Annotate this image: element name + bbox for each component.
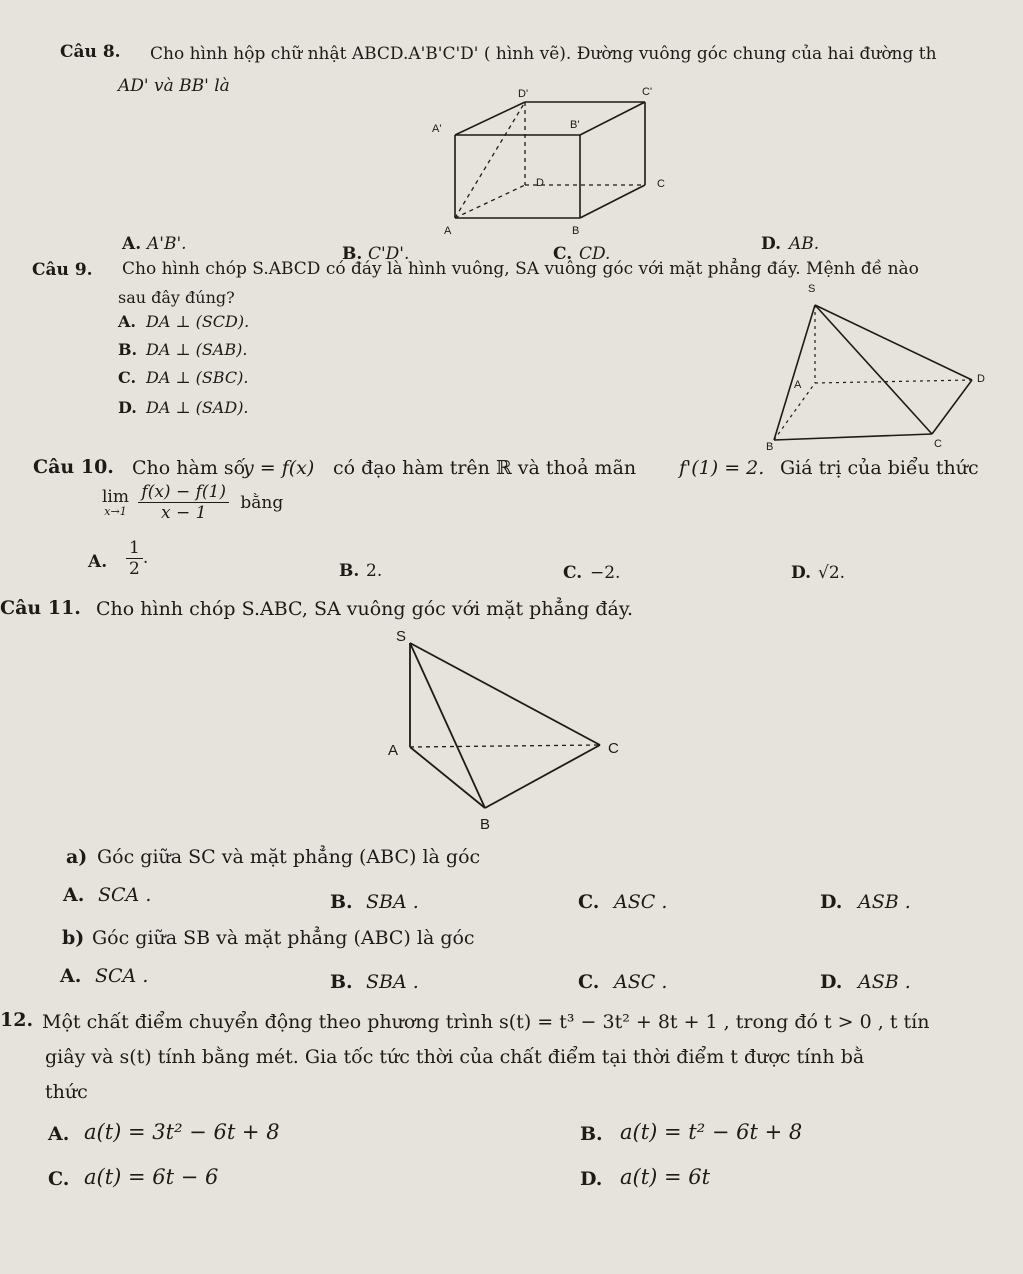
q10-cond: f'(1) = 2.: [679, 457, 765, 479]
q11b-optD-key: D.: [820, 971, 843, 993]
q11b-optB-text: SBA .: [366, 971, 419, 993]
q9-label-B: B: [766, 441, 774, 453]
q8-label: Câu 8.: [60, 42, 121, 62]
q12-text-line2: giây và s(t) tính bằng mét. Gia tốc tức thời của chất điểm tại thời điểm t được tính bằ: [45, 1046, 865, 1068]
q10-func: y = f(x): [243, 457, 315, 479]
q12-optC-text: a(t) = 6t − 6: [84, 1165, 219, 1189]
q11b-optD-text: ASB .: [858, 971, 911, 993]
q12-label: 12.: [0, 1009, 34, 1031]
q9-optD-key: D.: [118, 398, 137, 417]
q9-label-D: D: [977, 373, 985, 385]
q8-optC-key: C.: [553, 244, 573, 264]
q10-lim-word: lim: [102, 486, 129, 507]
q11-label-C: C: [608, 740, 619, 757]
q8-text-line2: AD' và BB' là: [118, 76, 230, 96]
q8-label-B1: B': [570, 119, 580, 131]
q8-optB-key: B.: [342, 244, 363, 264]
q11-label-A: A: [388, 742, 399, 759]
q8-label-A1: A': [432, 123, 442, 135]
q10-optA-num: 1: [126, 538, 143, 559]
q11b-optC-key: C.: [578, 971, 600, 993]
q12-text-line3: thức: [45, 1081, 88, 1103]
q8-label-B: B: [572, 225, 580, 237]
q10-optC-text: −2.: [590, 563, 621, 583]
q11b-optA-text: SCA .: [95, 965, 149, 987]
q8-optA-key: A.: [122, 234, 142, 254]
q10-optA-den: 2: [129, 559, 140, 579]
q12-text-line1: Một chất điểm chuyển động theo phương trình s(t) = t³ − 3t² + 8t + 1 , trong đó t > 0 , t tín: [42, 1011, 930, 1033]
q12-optB-text: a(t) = t² − 6t + 8: [620, 1120, 803, 1144]
q10-optA-fraction: [126, 538, 143, 579]
q9-optD-text: DA ⊥ (SAD).: [146, 398, 249, 417]
q10-label: Câu 10.: [33, 456, 114, 478]
q10-limit-expression: [102, 482, 283, 523]
q10-optA-key: A.: [88, 552, 108, 572]
q12-optA-text: a(t) = 3t² − 6t + 8: [84, 1120, 280, 1144]
q9-text-line2: sau đây đúng?: [118, 288, 235, 307]
q11a-optB-text: SBA .: [366, 891, 419, 913]
q10-optB-text: 2.: [366, 561, 383, 581]
q8-label-C: C: [657, 178, 665, 190]
q11-label: Câu 11.: [0, 597, 81, 619]
q10-optB-key: B.: [339, 561, 360, 581]
q10-optA-value: $\frac{1}{2}$ .: [126, 538, 148, 579]
q11-text: Cho hình chóp S.ABC, SA vuông góc với mặt phẳng đáy.: [96, 598, 634, 620]
q12-optA-key: A.: [48, 1123, 70, 1145]
q8-optB-text: C'D'.: [368, 244, 410, 264]
q11a-optA-text: SCA .: [98, 884, 152, 906]
q12-optD-text: a(t) = 6t: [620, 1165, 711, 1189]
q10-optC-key: C.: [563, 563, 583, 583]
q11a-optA-key: A.: [63, 884, 85, 906]
q11-label-S: S: [396, 628, 407, 645]
q12-optB-key: B.: [580, 1123, 603, 1145]
q11b-optC-text: ASC .: [614, 971, 668, 993]
q11b-optA-key: A.: [60, 965, 82, 987]
q8-text-line1: Cho hình hộp chữ nhật ABCD.A'B'C'D' ( hình vẽ). Đường vuông góc chung của hai đường th: [150, 44, 937, 64]
q11-label-B: B: [480, 816, 491, 833]
q8-box-figure: [420, 80, 690, 240]
q9-optC-key: C.: [118, 368, 137, 387]
q10-text-c: Giá trị của biểu thức: [780, 457, 979, 479]
q9-optB-key: B.: [118, 340, 138, 359]
q9-label-S: S: [808, 283, 816, 295]
q10-text-b: có đạo hàm trên ℝ và thoả mãn: [333, 457, 637, 479]
q9-label: Câu 9.: [32, 260, 93, 280]
q8-label-C1: C': [642, 86, 653, 98]
q11b-label: b): [62, 927, 85, 949]
q10-optD-key: D.: [791, 563, 812, 583]
q10-optD-text: √2.: [818, 563, 846, 583]
q9-optC-text: DA ⊥ (SBC).: [146, 368, 249, 387]
q9-pyramid-figure: [760, 280, 1000, 455]
q10-numerator: f(x) − f(1): [138, 482, 229, 503]
q10-lim-sub: x→1: [104, 504, 127, 518]
q9-text-line1: Cho hình chóp S.ABCD có đáy là hình vuông, SA vuông góc với mặt phẳng đáy. Mệnh đề nào: [122, 259, 919, 279]
q8-optD-text: AB.: [789, 234, 820, 254]
q8-optD-key: D.: [761, 234, 782, 254]
q11b-optB-key: B.: [330, 971, 353, 993]
q11-pyramid-figure: [360, 625, 650, 840]
q12-optC-key: C.: [48, 1168, 70, 1190]
q8-label-D1: D': [518, 88, 529, 100]
q10-lim: [102, 488, 129, 518]
q9-optA-text: DA ⊥ (SCD).: [146, 312, 250, 331]
q9-optA-key: A.: [118, 312, 136, 331]
q9-label-A: A: [794, 379, 802, 391]
q8-label-D: D: [536, 177, 544, 189]
q10-denominator: x − 1: [160, 503, 207, 523]
q11a-optD-key: D.: [820, 891, 843, 913]
q11b-text: Góc giữa SB và mặt phẳng (ABC) là góc: [92, 927, 475, 949]
q8-optA-text: A'B'.: [147, 234, 187, 254]
q9-optB-text: DA ⊥ (SAB).: [146, 340, 248, 359]
q10-tail: bằng: [240, 492, 284, 513]
q11a-label: a): [66, 846, 88, 868]
q11a-optC-key: C.: [578, 891, 600, 913]
q11a-optD-text: ASB .: [858, 891, 911, 913]
q10-fraction: [138, 482, 229, 523]
q8-label-A: A: [444, 225, 452, 237]
q11a-optC-text: ASC .: [614, 891, 668, 913]
q12-optD-key: D.: [580, 1168, 603, 1190]
q9-label-C: C: [934, 438, 942, 450]
q11a-text: Góc giữa SC và mặt phẳng (ABC) là góc: [97, 846, 481, 868]
q8-optC-text: CD.: [579, 244, 611, 264]
q11a-optB-key: B.: [330, 891, 353, 913]
q10-text-a: Cho hàm số: [132, 457, 246, 479]
